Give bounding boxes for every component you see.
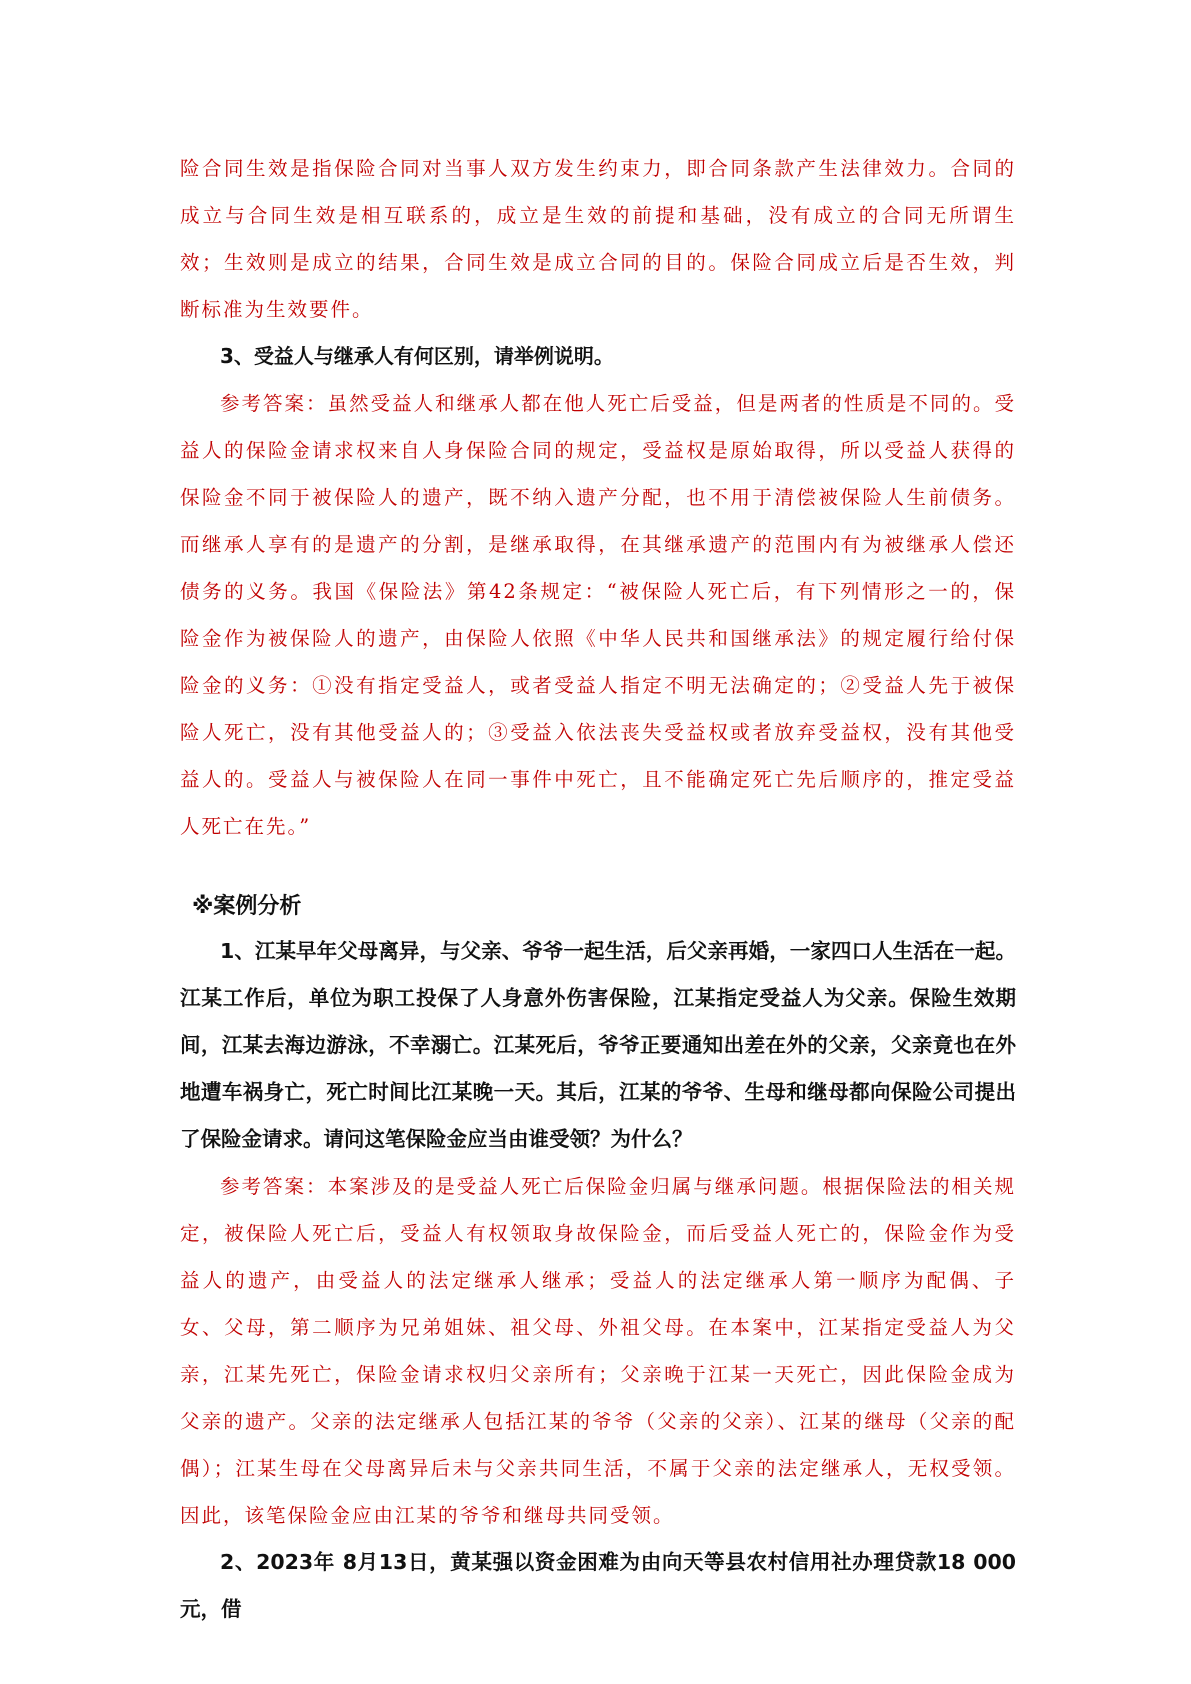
case-1-question: 1、江某早年父母离异，与父亲、爷爷一起生活，后父亲再婚，一家四口人生活在一起。江某工作后，单位为职工投保了人身意外伤害保险，江某指定受益人为父亲。保险生效期间，江某去海边游泳，不幸溺亡。江某死后，爷爷正要通知出差在外的父亲，父亲竟也在外地遭车祸身亡，死亡时间比江某晚一天。其后，江某的爷爷、生母和继母都向保险公司提出了保险金请求。请问这笔保险金应当由谁受领？为什么？ — [180, 939, 1016, 1151]
document-content — [180, 145, 1016, 1633]
question-3: 3、受益人与继承人有何区别，请举例说明。 — [220, 344, 614, 368]
case-2-question: 2、2023年 8月13日，黄某强以资金困难为由向天等县农村信用社办理贷款18 000元，借 — [180, 1550, 1017, 1621]
answer-continuation-paragraph: 险合同生效是指保险合同对当事人双方发生约束力，即合同条款产生法律效力。合同的成立与合同生效是相互联系的，成立是生效的前提和基础，没有成立的合同无所谓生效；生效则是成立的结果，合同生效是成立合同的目的。保险合同成立后是否生效，判断标准为生效要件。 — [180, 157, 1016, 321]
answer-3: 参考答案：虽然受益人和继承人都在他人死亡后受益，但是两者的性质是不同的。受益人的保险金请求权来自人身保险合同的规定，受益权是原始取得，所以受益人获得的保险金不同于被保险人的遗产，既不纳入遗产分配，也不用于清偿被保险人生前债务。而继承人享有的是遗产的分割，是继承取得，在其继承遗产的范围内有为被继承人偿还债务的义务。我国《保险法》第42条规定：“被保险人死亡后，有下列情形之一的，保险金作为被保险人的遗产，由保险人依照《中华人民共和国继承法》的规定履行给付保险金的义务：①没有指定受益人，或者受益人指定不明无法确定的；②受益人先于被保险人死亡，没有其他受益人的；③受益入依法丧失受益权或者放弃受益权，没有其他受益人的。受益人与被保险人在同一事件中死亡，且不能确定死亡先后顺序的，推定受益人死亡在先。” — [180, 392, 1016, 838]
case-1-answer: 参考答案：本案涉及的是受益人死亡后保险金归属与继承问题。根据保险法的相关规定，被保险人死亡后，受益人有权领取身故保险金，而后受益人死亡的，保险金作为受益人的遗产，由受益人的法定继承人继承；受益人的法定继承人第一顺序为配偶、子女、父母，第二顺序为兄弟姐妹、祖父母、外祖父母。在本案中，江某指定受益人为父亲，江某先死亡，保险金请求权归父亲所有；父亲晚于江某一天死亡，因此保险金成为父亲的遗产。父亲的法定继承人包括江某的爷爷（父亲的父亲）、江某的继母（父亲的配偶）；江某生母在父母离异后未与父亲共同生活，不属于父亲的法定继承人，无权受领。因此，该笔保险金应由江某的爷爷和继母共同受领。 — [180, 1175, 1016, 1527]
case-analysis-heading: ※案例分析 — [192, 894, 302, 919]
